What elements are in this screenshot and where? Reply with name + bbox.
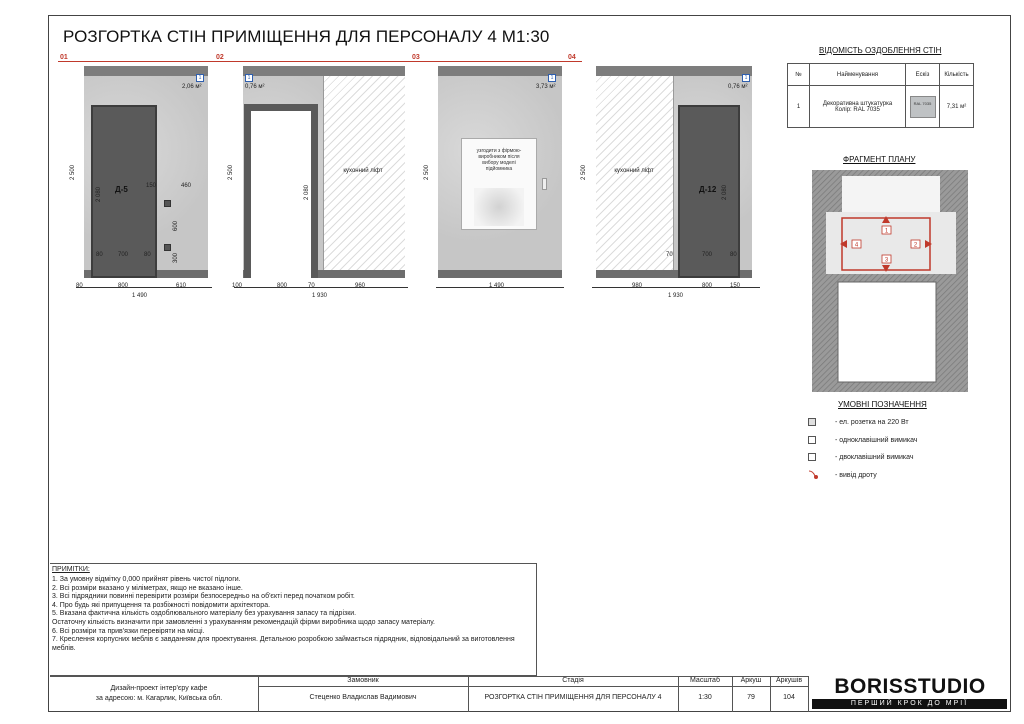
dim-bottom: 610 [176,283,187,289]
legend-label: - ел. розетка на 220 Вт [835,418,909,426]
plan-marker: 1 [884,228,889,235]
ceiling-band [84,66,208,76]
legend-item-switch1 [808,436,917,444]
dim-bottom: 80 [76,283,83,289]
note-item: Остаточну кількість визначити при замовленні з урахуванням рекомендацій фірми виробника щодо запасу матеріалу. [52,618,435,626]
section-number-2: 02 [216,54,224,61]
col-header: Кількість [940,64,974,86]
scale-value: 1:30 [698,694,712,701]
lift-door [474,188,524,226]
ceiling-band [438,66,562,76]
height-dim-01: 2 500 [70,164,76,180]
lift-panel-note: узгодити з фірмою-виробником після вибору моделі підйомника [476,148,522,172]
schedule-title: ВІДОМІСТЬ ОЗДОБЛЕННЯ СТІН [819,46,942,55]
wire-outlet-icon [808,470,818,480]
finish-tag: 1 [742,74,750,82]
elevation-04 [596,66,752,278]
door-height-dim: 2 080 [722,184,728,200]
dim-inner-2: 700 [118,252,129,258]
socket-icon [808,418,816,426]
note-item: 2. Всі розміри вказано у міліметрах, якщо не вказано інше. [52,584,243,592]
finish-tag: 1 [245,74,253,82]
height-dim-04: 2 500 [581,164,587,180]
elevation-02 [243,66,405,278]
door-height-dim: 2 080 [96,186,102,202]
legend-label: - одноклавішний вимикач [835,436,918,444]
dim-inner-2: 700 [702,252,713,258]
lift-label: кухонний ліфт [343,168,383,174]
floor-band [438,270,562,278]
area-label: 0,76 м² [245,84,265,90]
area-label: 3,73 м² [536,84,556,90]
cell-qty: 7,31 м² [940,86,974,128]
dimline-02 [234,287,408,288]
dim-side-2: 460 [181,183,192,189]
sheet-header: Аркуш [740,677,762,684]
stage-value: РОЗГОРТКА СТІН ПРИМІЩЕННЯ ДЛЯ ПЕРСОНАЛУ 4 [484,694,662,701]
dim-total: 1 490 [132,293,148,299]
note-item: 6. Всі розміри та прив'язки перевіряти на місці. [52,627,205,635]
section-rule [58,61,582,62]
dim-bottom: 800 [118,283,129,289]
dim-total: 1 930 [668,293,684,299]
sheet-value: 79 [747,694,755,701]
dim-bottom: 980 [632,283,643,289]
sheets-header: Аркушів [775,677,803,684]
dim-side-4: 300 [173,252,179,263]
plan-marker: 4 [854,242,859,249]
scale-header: Масштаб [690,677,720,684]
note-item: 3. Всі підрядники повинні перевірити розміри безпосередньо на об'єкті перед початком робіт. [52,593,355,601]
brand-tagline: ПЕРШИЙ КРОК ДО МРІЇ [812,699,1007,709]
color-swatch: RAL 7035 [910,96,936,118]
col-header: Найменування [810,64,906,86]
legend-item-switch2 [808,453,914,461]
single-switch-icon [808,436,816,444]
elevation-03 [438,66,562,278]
socket-icon [164,244,171,251]
section-number-3: 03 [412,54,420,61]
area-label: 2,06 м² [182,84,202,90]
section-number-4: 04 [568,54,576,61]
project-line-2: за адресою: м. Кагарлик, Київська обл. [95,695,223,702]
ceiling-band [596,66,752,76]
cell-number: 1 [788,86,810,128]
brand-logo: BORISSTUDIO [834,675,986,698]
cell-sketch [906,86,940,128]
area-label: 0,76 м² [728,84,748,90]
plan-marker: 2 [913,242,918,249]
plan-title: ФРАГМЕНТ ПЛАНУ [843,155,916,164]
call-button-icon [542,178,547,190]
cell-name-line: Колір: RAL 7035 [835,106,880,113]
dim-inner-1: 80 [96,252,103,258]
customer-name: Стеценко Владислав Вадимович [309,694,417,701]
height-dim-03: 2 500 [424,164,430,180]
note-item: 5. Вказана фактична кількість оздоблювального матеріалу без урахування запасу та підрізки. [52,610,357,618]
legend-item-wire [808,470,877,480]
notes-title: ПРИМІТКИ: [52,566,90,573]
dim-total: 1 490 [489,283,505,289]
finish-tag: 1 [548,74,556,82]
dim-bottom: 800 [277,283,288,289]
dim-bottom: 800 [702,283,713,289]
dim-bottom: 960 [355,283,366,289]
dim-inner-3: 80 [730,252,737,258]
dim-total: 1 930 [312,293,328,299]
dim-side-1: 150 [146,183,157,189]
sheets-value: 104 [783,694,795,701]
finish-schedule-table [787,63,974,128]
finish-tag: 1 [196,74,204,82]
dim-bottom: 150 [730,283,741,289]
table-row [788,86,974,128]
col-header: Ескіз [906,64,940,86]
legend-item-socket [808,418,909,426]
double-switch-icon [808,453,816,461]
cell-name-line: Декоративна штукатурка [822,100,893,107]
door-height-dim: 2 080 [304,184,310,200]
section-number-1: 01 [60,54,68,61]
col-header: № [788,64,810,86]
plan-fragment [812,170,968,392]
page-title: РОЗГОРТКА СТІН ПРИМІЩЕННЯ ДЛЯ ПЕРСОНАЛУ 4 М1:30 [63,27,550,46]
stage-header: Стадія [562,677,584,684]
legend-label: - вивід дроту [835,471,877,479]
dim-side-3: 600 [173,220,179,231]
dim-inner-3: 80 [144,252,151,258]
note-item: 4. Про будь які припущення та розбіжності повідомити архітектора. [52,601,271,609]
door-label: Д-12 [699,185,717,194]
legend-title: УМОВНІ ПОЗНАЧЕННЯ [838,400,927,409]
notes-list [52,576,532,653]
lift-label: кухонний ліфт [614,168,654,174]
note-item: 1. За умовну відмітку 0,000 прийнят рівень чистої підлоги. [52,576,241,583]
ceiling-band [243,66,405,76]
dim-inner-1: 70 [666,252,673,258]
customer-header: Замовник [347,677,379,684]
door-label: Д-5 [115,185,128,194]
legend-label: - двоклавішний вимикач [835,453,914,461]
dimline-01 [76,287,212,288]
dim-bottom: 70 [308,283,315,289]
height-dim-02: 2 500 [228,164,234,180]
project-line-1: Дизайн-проект інтер'єру кафе [110,685,208,692]
socket-icon [164,200,171,207]
elevation-01 [84,66,208,278]
cell-name [810,86,906,128]
plan-marker: 3 [884,257,889,264]
dim-bottom: 100 [232,283,243,289]
note-item: 7. Креслення корпусних меблів є завданням для проектування. Детальною розробкою займається підрядник, відповідальний за виготовлення меблів. [52,636,515,652]
